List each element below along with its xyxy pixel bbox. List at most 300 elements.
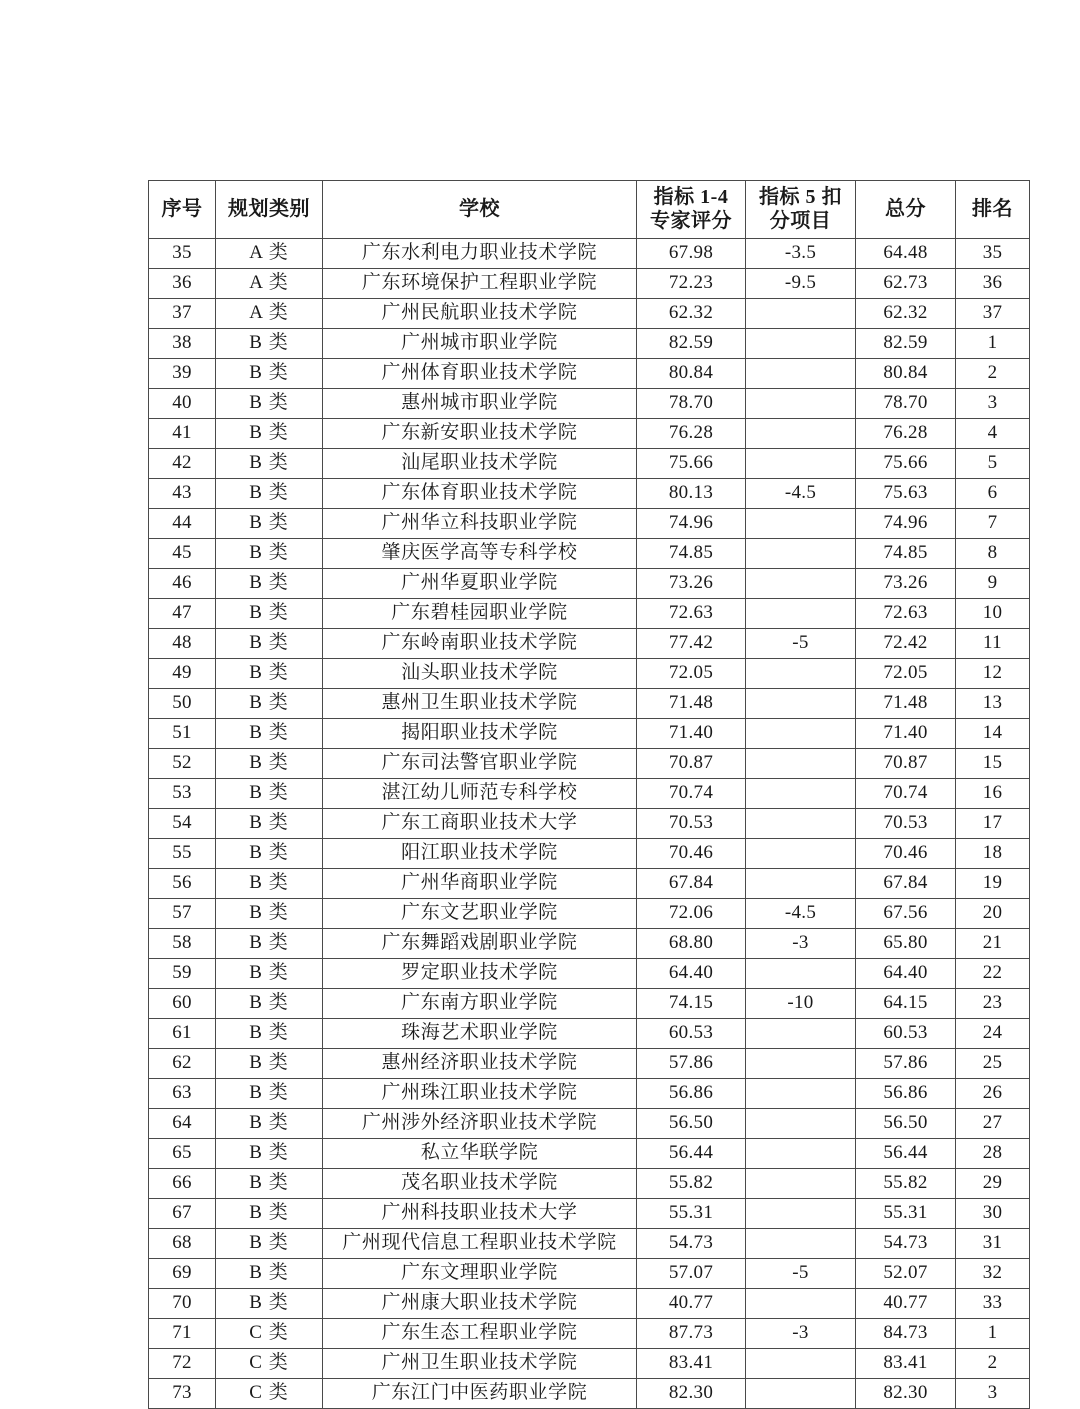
cell-rank: 21 bbox=[956, 929, 1030, 959]
cell-seq: 61 bbox=[149, 1019, 216, 1049]
table-row bbox=[149, 1169, 1030, 1199]
cell-deduct bbox=[746, 689, 856, 719]
cell-rank: 32 bbox=[956, 1259, 1030, 1289]
cell-rank: 18 bbox=[956, 839, 1030, 869]
cell-school: 广州华商职业学院 bbox=[323, 869, 637, 899]
cell-deduct bbox=[746, 719, 856, 749]
cell-cat: B 类 bbox=[216, 1199, 323, 1229]
cell-school: 广东水利电力职业技术学院 bbox=[323, 239, 637, 269]
cell-expert: 83.41 bbox=[637, 1349, 746, 1379]
ranking-table bbox=[148, 180, 1030, 1409]
cell-rank: 8 bbox=[956, 539, 1030, 569]
cell-cat: B 类 bbox=[216, 989, 323, 1019]
cell-total: 70.87 bbox=[856, 749, 956, 779]
cell-seq: 48 bbox=[149, 629, 216, 659]
cell-deduct bbox=[746, 569, 856, 599]
cell-seq: 73 bbox=[149, 1379, 216, 1409]
cell-rank: 36 bbox=[956, 269, 1030, 299]
table-row bbox=[149, 599, 1030, 629]
cell-total: 40.77 bbox=[856, 1289, 956, 1319]
cell-deduct: -9.5 bbox=[746, 269, 856, 299]
cell-total: 65.80 bbox=[856, 929, 956, 959]
cell-seq: 57 bbox=[149, 899, 216, 929]
table-row bbox=[149, 899, 1030, 929]
cell-total: 71.40 bbox=[856, 719, 956, 749]
cell-expert: 70.46 bbox=[637, 839, 746, 869]
table-row bbox=[149, 929, 1030, 959]
cell-seq: 36 bbox=[149, 269, 216, 299]
cell-deduct bbox=[746, 539, 856, 569]
table-row bbox=[149, 299, 1030, 329]
cell-seq: 55 bbox=[149, 839, 216, 869]
cell-total: 56.86 bbox=[856, 1079, 956, 1109]
cell-cat: B 类 bbox=[216, 689, 323, 719]
cell-deduct bbox=[746, 1199, 856, 1229]
cell-seq: 67 bbox=[149, 1199, 216, 1229]
cell-total: 84.73 bbox=[856, 1319, 956, 1349]
table-row bbox=[149, 1379, 1030, 1409]
cell-total: 62.32 bbox=[856, 299, 956, 329]
cell-total: 55.31 bbox=[856, 1199, 956, 1229]
cell-total: 57.86 bbox=[856, 1049, 956, 1079]
cell-seq: 56 bbox=[149, 869, 216, 899]
cell-deduct bbox=[746, 1139, 856, 1169]
cell-total: 67.56 bbox=[856, 899, 956, 929]
cell-total: 74.85 bbox=[856, 539, 956, 569]
cell-deduct bbox=[746, 749, 856, 779]
cell-total: 52.07 bbox=[856, 1259, 956, 1289]
table-row bbox=[149, 449, 1030, 479]
cell-rank: 11 bbox=[956, 629, 1030, 659]
table-header-row bbox=[149, 181, 1030, 239]
cell-rank: 10 bbox=[956, 599, 1030, 629]
cell-seq: 43 bbox=[149, 479, 216, 509]
table-row bbox=[149, 1049, 1030, 1079]
cell-rank: 15 bbox=[956, 749, 1030, 779]
column-header-deduct-line-1: 指标 5 扣 bbox=[759, 185, 842, 208]
cell-total: 54.73 bbox=[856, 1229, 956, 1259]
cell-rank: 25 bbox=[956, 1049, 1030, 1079]
cell-cat: B 类 bbox=[216, 869, 323, 899]
cell-expert: 72.23 bbox=[637, 269, 746, 299]
cell-seq: 37 bbox=[149, 299, 216, 329]
cell-deduct bbox=[746, 1229, 856, 1259]
table-row bbox=[149, 509, 1030, 539]
cell-school: 广州华夏职业学院 bbox=[323, 569, 637, 599]
cell-cat: B 类 bbox=[216, 599, 323, 629]
cell-rank: 20 bbox=[956, 899, 1030, 929]
column-header-total-line-1: 总分 bbox=[885, 197, 926, 220]
cell-seq: 68 bbox=[149, 1229, 216, 1259]
cell-expert: 56.86 bbox=[637, 1079, 746, 1109]
cell-school: 广州珠江职业技术学院 bbox=[323, 1079, 637, 1109]
table-row bbox=[149, 389, 1030, 419]
cell-expert: 82.30 bbox=[637, 1379, 746, 1409]
cell-school: 广东体育职业技术学院 bbox=[323, 479, 637, 509]
cell-school: 汕尾职业技术学院 bbox=[323, 449, 637, 479]
cell-rank: 24 bbox=[956, 1019, 1030, 1049]
cell-cat: A 类 bbox=[216, 299, 323, 329]
cell-seq: 35 bbox=[149, 239, 216, 269]
cell-deduct bbox=[746, 1379, 856, 1409]
cell-expert: 60.53 bbox=[637, 1019, 746, 1049]
cell-rank: 1 bbox=[956, 329, 1030, 359]
cell-school: 汕头职业技术学院 bbox=[323, 659, 637, 689]
cell-cat: B 类 bbox=[216, 1169, 323, 1199]
cell-total: 55.82 bbox=[856, 1169, 956, 1199]
cell-school: 广东舞蹈戏剧职业学院 bbox=[323, 929, 637, 959]
cell-cat: B 类 bbox=[216, 1019, 323, 1049]
cell-school: 惠州经济职业技术学院 bbox=[323, 1049, 637, 1079]
cell-seq: 59 bbox=[149, 959, 216, 989]
cell-cat: B 类 bbox=[216, 1079, 323, 1109]
cell-expert: 40.77 bbox=[637, 1289, 746, 1319]
column-header-expert bbox=[637, 181, 746, 239]
cell-seq: 65 bbox=[149, 1139, 216, 1169]
cell-seq: 70 bbox=[149, 1289, 216, 1319]
table-row bbox=[149, 1109, 1030, 1139]
cell-deduct bbox=[746, 659, 856, 689]
cell-total: 76.28 bbox=[856, 419, 956, 449]
cell-expert: 57.07 bbox=[637, 1259, 746, 1289]
cell-rank: 6 bbox=[956, 479, 1030, 509]
cell-seq: 46 bbox=[149, 569, 216, 599]
cell-school: 广东司法警官职业学院 bbox=[323, 749, 637, 779]
column-header-expert-line-2: 专家评分 bbox=[650, 209, 732, 232]
cell-rank: 2 bbox=[956, 359, 1030, 389]
cell-school: 广东工商职业技术大学 bbox=[323, 809, 637, 839]
cell-deduct: -3.5 bbox=[746, 239, 856, 269]
cell-total: 56.50 bbox=[856, 1109, 956, 1139]
cell-total: 67.84 bbox=[856, 869, 956, 899]
cell-seq: 53 bbox=[149, 779, 216, 809]
cell-deduct: -10 bbox=[746, 989, 856, 1019]
cell-expert: 80.13 bbox=[637, 479, 746, 509]
table-row bbox=[149, 419, 1030, 449]
table-row bbox=[149, 539, 1030, 569]
column-header-seq bbox=[149, 181, 216, 239]
cell-total: 75.66 bbox=[856, 449, 956, 479]
cell-deduct bbox=[746, 389, 856, 419]
cell-school: 广州卫生职业技术学院 bbox=[323, 1349, 637, 1379]
cell-expert: 76.28 bbox=[637, 419, 746, 449]
cell-cat: B 类 bbox=[216, 719, 323, 749]
column-header-school bbox=[323, 181, 637, 239]
cell-deduct bbox=[746, 1289, 856, 1319]
cell-expert: 54.73 bbox=[637, 1229, 746, 1259]
cell-expert: 55.82 bbox=[637, 1169, 746, 1199]
cell-school: 广东江门中医药职业学院 bbox=[323, 1379, 637, 1409]
table-row bbox=[149, 269, 1030, 299]
cell-total: 70.46 bbox=[856, 839, 956, 869]
cell-seq: 72 bbox=[149, 1349, 216, 1379]
cell-cat: B 类 bbox=[216, 419, 323, 449]
cell-seq: 40 bbox=[149, 389, 216, 419]
cell-cat: B 类 bbox=[216, 899, 323, 929]
cell-deduct bbox=[746, 299, 856, 329]
cell-rank: 30 bbox=[956, 1199, 1030, 1229]
cell-seq: 66 bbox=[149, 1169, 216, 1199]
cell-total: 75.63 bbox=[856, 479, 956, 509]
cell-school: 广州涉外经济职业技术学院 bbox=[323, 1109, 637, 1139]
table-row bbox=[149, 959, 1030, 989]
cell-total: 64.48 bbox=[856, 239, 956, 269]
cell-total: 64.40 bbox=[856, 959, 956, 989]
cell-school: 广东生态工程职业学院 bbox=[323, 1319, 637, 1349]
cell-deduct bbox=[746, 1019, 856, 1049]
cell-seq: 69 bbox=[149, 1259, 216, 1289]
cell-deduct bbox=[746, 959, 856, 989]
cell-expert: 67.98 bbox=[637, 239, 746, 269]
column-header-deduct-line-2: 分项目 bbox=[769, 209, 832, 232]
table-row bbox=[149, 869, 1030, 899]
cell-school: 私立华联学院 bbox=[323, 1139, 637, 1169]
cell-total: 70.74 bbox=[856, 779, 956, 809]
cell-expert: 72.06 bbox=[637, 899, 746, 929]
cell-rank: 14 bbox=[956, 719, 1030, 749]
table-row bbox=[149, 359, 1030, 389]
cell-seq: 54 bbox=[149, 809, 216, 839]
cell-deduct: -4.5 bbox=[746, 899, 856, 929]
cell-school: 广东碧桂园职业学院 bbox=[323, 599, 637, 629]
cell-total: 80.84 bbox=[856, 359, 956, 389]
cell-cat: A 类 bbox=[216, 269, 323, 299]
cell-cat: B 类 bbox=[216, 1259, 323, 1289]
cell-school: 广州现代信息工程职业技术学院 bbox=[323, 1229, 637, 1259]
cell-deduct bbox=[746, 1079, 856, 1109]
cell-seq: 58 bbox=[149, 929, 216, 959]
column-header-cat bbox=[216, 181, 323, 239]
table-row bbox=[149, 719, 1030, 749]
cell-expert: 67.84 bbox=[637, 869, 746, 899]
cell-deduct bbox=[746, 1349, 856, 1379]
cell-cat: B 类 bbox=[216, 1109, 323, 1139]
cell-expert: 55.31 bbox=[637, 1199, 746, 1229]
table-row bbox=[149, 809, 1030, 839]
cell-seq: 60 bbox=[149, 989, 216, 1019]
cell-cat: B 类 bbox=[216, 809, 323, 839]
cell-deduct: -3 bbox=[746, 929, 856, 959]
cell-cat: B 类 bbox=[216, 1049, 323, 1079]
table-row bbox=[149, 1259, 1030, 1289]
cell-cat: C 类 bbox=[216, 1349, 323, 1379]
cell-total: 56.44 bbox=[856, 1139, 956, 1169]
cell-deduct bbox=[746, 419, 856, 449]
cell-expert: 56.44 bbox=[637, 1139, 746, 1169]
cell-school: 广东岭南职业技术学院 bbox=[323, 629, 637, 659]
table-row bbox=[149, 989, 1030, 1019]
cell-total: 70.53 bbox=[856, 809, 956, 839]
column-header-expert-line-1: 指标 1-4 bbox=[653, 185, 729, 208]
cell-seq: 50 bbox=[149, 689, 216, 719]
cell-school: 阳江职业技术学院 bbox=[323, 839, 637, 869]
cell-cat: B 类 bbox=[216, 959, 323, 989]
cell-expert: 62.32 bbox=[637, 299, 746, 329]
cell-expert: 82.59 bbox=[637, 329, 746, 359]
cell-rank: 22 bbox=[956, 959, 1030, 989]
cell-expert: 72.63 bbox=[637, 599, 746, 629]
cell-expert: 64.40 bbox=[637, 959, 746, 989]
cell-expert: 68.80 bbox=[637, 929, 746, 959]
cell-expert: 74.85 bbox=[637, 539, 746, 569]
cell-total: 72.05 bbox=[856, 659, 956, 689]
cell-school: 肇庆医学高等专科学校 bbox=[323, 539, 637, 569]
cell-rank: 35 bbox=[956, 239, 1030, 269]
cell-rank: 33 bbox=[956, 1289, 1030, 1319]
cell-total: 82.59 bbox=[856, 329, 956, 359]
cell-total: 83.41 bbox=[856, 1349, 956, 1379]
cell-cat: B 类 bbox=[216, 749, 323, 779]
cell-expert: 75.66 bbox=[637, 449, 746, 479]
cell-deduct bbox=[746, 329, 856, 359]
cell-expert: 78.70 bbox=[637, 389, 746, 419]
cell-rank: 29 bbox=[956, 1169, 1030, 1199]
table-body bbox=[149, 239, 1030, 1409]
cell-deduct bbox=[746, 779, 856, 809]
cell-seq: 71 bbox=[149, 1319, 216, 1349]
cell-seq: 52 bbox=[149, 749, 216, 779]
cell-cat: C 类 bbox=[216, 1379, 323, 1409]
cell-seq: 64 bbox=[149, 1109, 216, 1139]
cell-total: 60.53 bbox=[856, 1019, 956, 1049]
cell-deduct: -4.5 bbox=[746, 479, 856, 509]
cell-cat: B 类 bbox=[216, 359, 323, 389]
cell-deduct: -5 bbox=[746, 1259, 856, 1289]
cell-rank: 3 bbox=[956, 389, 1030, 419]
cell-seq: 39 bbox=[149, 359, 216, 389]
cell-seq: 41 bbox=[149, 419, 216, 449]
cell-school: 广州康大职业技术学院 bbox=[323, 1289, 637, 1319]
table-row bbox=[149, 569, 1030, 599]
cell-rank: 3 bbox=[956, 1379, 1030, 1409]
cell-total: 72.42 bbox=[856, 629, 956, 659]
cell-cat: B 类 bbox=[216, 569, 323, 599]
cell-deduct bbox=[746, 509, 856, 539]
cell-school: 罗定职业技术学院 bbox=[323, 959, 637, 989]
cell-rank: 26 bbox=[956, 1079, 1030, 1109]
cell-school: 惠州卫生职业技术学院 bbox=[323, 689, 637, 719]
cell-expert: 87.73 bbox=[637, 1319, 746, 1349]
cell-cat: B 类 bbox=[216, 1289, 323, 1319]
cell-school: 珠海艺术职业学院 bbox=[323, 1019, 637, 1049]
cell-cat: B 类 bbox=[216, 479, 323, 509]
table-row bbox=[149, 749, 1030, 779]
cell-school: 广州民航职业技术学院 bbox=[323, 299, 637, 329]
cell-expert: 80.84 bbox=[637, 359, 746, 389]
column-header-total bbox=[856, 181, 956, 239]
cell-deduct bbox=[746, 449, 856, 479]
table-row bbox=[149, 779, 1030, 809]
cell-expert: 57.86 bbox=[637, 1049, 746, 1079]
cell-school: 揭阳职业技术学院 bbox=[323, 719, 637, 749]
table-row bbox=[149, 329, 1030, 359]
table-row bbox=[149, 1139, 1030, 1169]
cell-expert: 72.05 bbox=[637, 659, 746, 689]
column-header-seq-line-1: 序号 bbox=[161, 197, 203, 220]
cell-total: 62.73 bbox=[856, 269, 956, 299]
cell-school: 广州华立科技职业学院 bbox=[323, 509, 637, 539]
cell-rank: 16 bbox=[956, 779, 1030, 809]
cell-rank: 5 bbox=[956, 449, 1030, 479]
cell-seq: 47 bbox=[149, 599, 216, 629]
table-row bbox=[149, 629, 1030, 659]
table-header bbox=[149, 181, 1030, 239]
table-row bbox=[149, 659, 1030, 689]
cell-deduct bbox=[746, 1169, 856, 1199]
cell-cat: C 类 bbox=[216, 1319, 323, 1349]
cell-total: 71.48 bbox=[856, 689, 956, 719]
cell-school: 广州体育职业技术学院 bbox=[323, 359, 637, 389]
column-header-rank-line-1: 排名 bbox=[972, 197, 1013, 220]
column-header-cat-line-1: 规划类别 bbox=[228, 197, 310, 220]
cell-rank: 27 bbox=[956, 1109, 1030, 1139]
cell-school: 惠州城市职业学院 bbox=[323, 389, 637, 419]
table-row bbox=[149, 479, 1030, 509]
cell-cat: B 类 bbox=[216, 539, 323, 569]
cell-seq: 51 bbox=[149, 719, 216, 749]
cell-seq: 38 bbox=[149, 329, 216, 359]
cell-total: 82.30 bbox=[856, 1379, 956, 1409]
cell-school: 湛江幼儿师范专科学校 bbox=[323, 779, 637, 809]
table-row bbox=[149, 1079, 1030, 1109]
cell-rank: 4 bbox=[956, 419, 1030, 449]
cell-rank: 17 bbox=[956, 809, 1030, 839]
table-row bbox=[149, 689, 1030, 719]
cell-seq: 63 bbox=[149, 1079, 216, 1109]
table-row bbox=[149, 839, 1030, 869]
cell-seq: 44 bbox=[149, 509, 216, 539]
cell-seq: 49 bbox=[149, 659, 216, 689]
cell-seq: 45 bbox=[149, 539, 216, 569]
table-row bbox=[149, 1019, 1030, 1049]
cell-deduct bbox=[746, 1109, 856, 1139]
cell-expert: 73.26 bbox=[637, 569, 746, 599]
cell-rank: 13 bbox=[956, 689, 1030, 719]
cell-school: 广东新安职业技术学院 bbox=[323, 419, 637, 449]
cell-cat: B 类 bbox=[216, 389, 323, 419]
table-row bbox=[149, 239, 1030, 269]
cell-deduct bbox=[746, 809, 856, 839]
cell-deduct: -3 bbox=[746, 1319, 856, 1349]
cell-rank: 7 bbox=[956, 509, 1030, 539]
cell-expert: 77.42 bbox=[637, 629, 746, 659]
cell-total: 64.15 bbox=[856, 989, 956, 1019]
cell-expert: 56.50 bbox=[637, 1109, 746, 1139]
cell-cat: B 类 bbox=[216, 659, 323, 689]
cell-rank: 19 bbox=[956, 869, 1030, 899]
cell-cat: B 类 bbox=[216, 1229, 323, 1259]
cell-rank: 12 bbox=[956, 659, 1030, 689]
cell-rank: 9 bbox=[956, 569, 1030, 599]
cell-cat: B 类 bbox=[216, 329, 323, 359]
cell-expert: 71.40 bbox=[637, 719, 746, 749]
column-header-rank bbox=[956, 181, 1030, 239]
table-row bbox=[149, 1289, 1030, 1319]
cell-expert: 70.74 bbox=[637, 779, 746, 809]
cell-school: 广东南方职业学院 bbox=[323, 989, 637, 1019]
cell-expert: 74.15 bbox=[637, 989, 746, 1019]
cell-rank: 37 bbox=[956, 299, 1030, 329]
cell-deduct bbox=[746, 869, 856, 899]
cell-total: 72.63 bbox=[856, 599, 956, 629]
cell-total: 78.70 bbox=[856, 389, 956, 419]
cell-deduct: -5 bbox=[746, 629, 856, 659]
cell-school: 广州城市职业学院 bbox=[323, 329, 637, 359]
cell-cat: B 类 bbox=[216, 929, 323, 959]
table-row bbox=[149, 1349, 1030, 1379]
table-row bbox=[149, 1229, 1030, 1259]
cell-seq: 42 bbox=[149, 449, 216, 479]
